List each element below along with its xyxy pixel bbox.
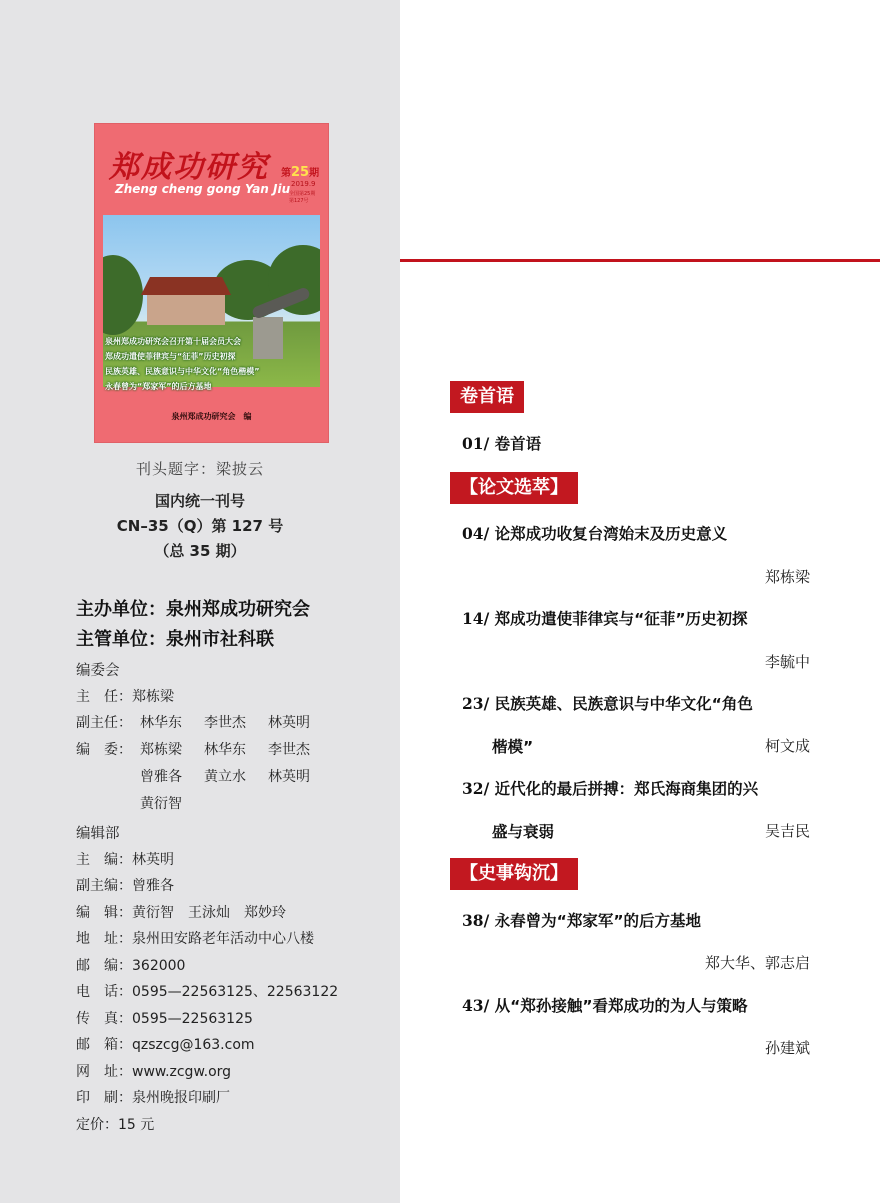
cover-date: 2019.9 <box>291 180 316 188</box>
toc-author: 孙建斌 <box>764 1039 810 1057</box>
cover-small-text: 第127号 <box>289 198 309 204</box>
toc-item[interactable]: 04/ 论郑成功收复台湾始末及历史意义 <box>462 524 728 543</box>
toc-item[interactable]: 14/ 郑成功遣使菲律宾与“征菲”历史初探 <box>462 609 748 628</box>
dept-row: 印 刷：泉州晚报印刷厂 <box>76 1090 230 1106</box>
toc-item[interactable]: 23/ 民族英雄、民族意识与中华文化“角色 <box>462 694 753 713</box>
dept-row: 电 话：0595—22563125、22563122 <box>76 984 339 1000</box>
toc-author: 李毓中 <box>764 653 810 671</box>
toc-item[interactable]: 01/ 卷首语 <box>462 434 542 453</box>
committee-director: 主 任：郑栋梁 <box>76 689 174 705</box>
toc-author: 郑大华、郭志启 <box>704 954 810 972</box>
committee-vice: 副主任： <box>76 715 132 731</box>
committee-vice-name: 林英明 <box>268 715 310 731</box>
committee-member: 郑栋梁 <box>140 742 182 758</box>
dept-row: 副主编：曾雅各 <box>76 878 174 894</box>
committee-members-label: 编 委： <box>76 742 132 758</box>
right-panel <box>400 0 880 1203</box>
section-tag: 【史事钩沉】 <box>450 858 578 890</box>
cover-pinyin: Zheng cheng gong Yan Jiu <box>115 182 291 196</box>
dept-row: 邮 编：362000 <box>76 958 186 974</box>
committee-member: 黄衍智 <box>140 796 182 812</box>
committee-member: 李世杰 <box>268 742 310 758</box>
price-row: 定价：15 元 <box>76 1117 155 1133</box>
dept-heading: 编辑部 <box>76 826 120 842</box>
toc-author: 柯文成 <box>764 737 810 755</box>
cover-title: 郑成功研究 <box>109 150 269 185</box>
cover-small-text: 全国第25期 <box>289 191 316 197</box>
toc-author: 吴吉民 <box>764 822 810 840</box>
cover-issue: 第25期 <box>281 165 320 180</box>
host-organization: 主办单位：泉州郑成功研究会 <box>76 599 310 620</box>
committee-member: 黄立水 <box>204 769 246 785</box>
dept-row: 传 真：0595—22563125 <box>76 1011 253 1027</box>
dept-row: 主 编：林英明 <box>76 852 174 868</box>
toc-author: 郑栋梁 <box>764 568 810 586</box>
toc-item-continuation[interactable]: 楷模” <box>492 738 534 756</box>
cover-headline: 泉州郑成功研究会召开第十届会员大会 <box>105 337 241 346</box>
magazine-cover <box>95 124 328 442</box>
dept-row: 编 辑：黄衍智 王泳灿 郑妙玲 <box>76 905 286 921</box>
calligraphy-credit: 刊头题字：梁披云 <box>135 460 264 478</box>
issn-line-3: （总 35 期） <box>154 542 246 560</box>
section-tag: 【论文选萃】 <box>450 472 578 504</box>
toc-item[interactable]: 43/ 从“郑孙接触”看郑成功的为人与策略 <box>462 996 748 1015</box>
toc-item[interactable]: 38/ 永春曾为“郑家军”的后方基地 <box>462 911 702 930</box>
dept-row: 地 址：泉州田安路老年活动中心八楼 <box>76 931 314 947</box>
cover-headline: 民族英雄、民族意识与中华文化“角色楷模” <box>105 367 260 376</box>
supervising-organization: 主管单位：泉州市社科联 <box>76 629 274 650</box>
toc-item[interactable]: 32/ 近代化的最后拼搏：郑氏海商集团的兴 <box>462 779 759 798</box>
header-rule <box>400 259 880 262</box>
cover-headline: 郑成功遣使菲律宾与“征菲”历史初探 <box>105 352 236 361</box>
dept-row: 网 址：www.zcgw.org <box>76 1064 232 1080</box>
toc-item-continuation[interactable]: 盛与衰弱 <box>492 823 555 841</box>
cover-editor: 泉州郑成功研究会 编 <box>171 412 252 421</box>
committee-member: 林华东 <box>204 742 246 758</box>
cover-headlines <box>105 334 320 394</box>
committee-member: 林英明 <box>268 769 310 785</box>
issn-line-2: CN–35（Q）第 127 号 <box>116 517 284 535</box>
committee-vice-name: 林华东 <box>140 715 182 731</box>
cover-headline: 永春曾为“郑家军”的后方基地 <box>105 382 212 391</box>
issn-line-1: 国内统一刊号 <box>154 492 245 510</box>
dept-row: 邮 箱：qzszcg@163.com <box>76 1037 255 1053</box>
committee-vice-name: 李世杰 <box>204 715 246 731</box>
committee-member: 曾雅各 <box>140 769 182 785</box>
committee-heading: 编委会 <box>76 663 120 679</box>
section-tag: 卷首语 <box>450 381 524 413</box>
